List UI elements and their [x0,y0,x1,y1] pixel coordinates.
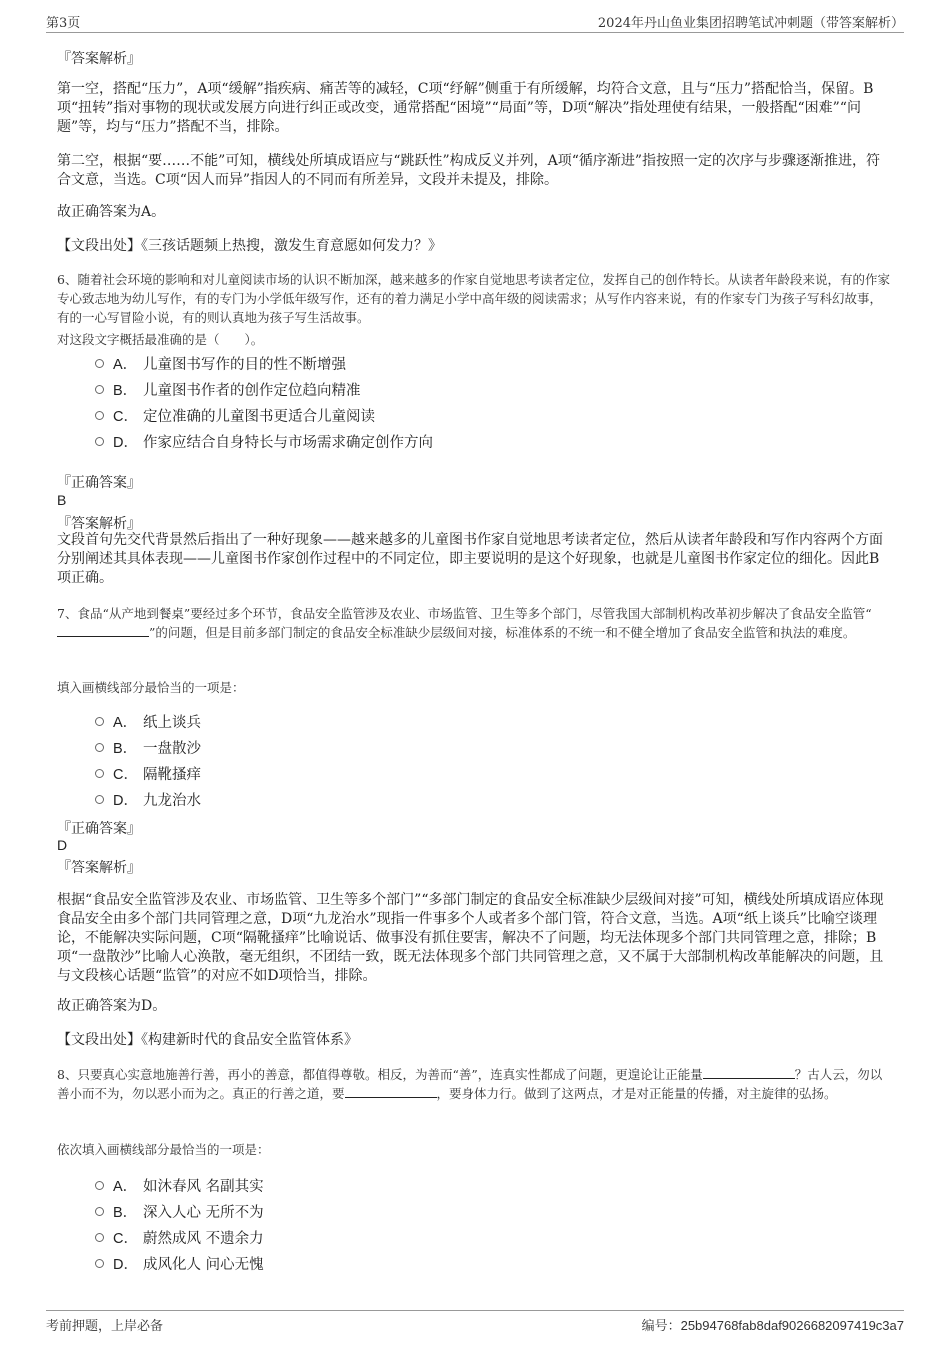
footer-slogan: 考前押题，上岸必备 [46,1319,164,1334]
q8-stem: 8、只要真心实意地施善行善，再小的善意，都值得尊敬。相反，为善而“善”，连真实性都成了问题，更遑论让正能量 ？古人云，勿以善小而不为，勿以恶小而为之。真正的行善之道，要 ，要身体力行。做到了这两点，才是对正能量的传播，对主旋律的弘扬。 [57,1067,883,1101]
source-label: 【文段出处】 [57,1032,141,1048]
q7-stem: 7、食品“从产地到餐桌”要经过多个环节，食品安全监管涉及农业、市场监管、卫生等多个部门，尽管我国大部制机构改革初步解决了食品安全监管“”的问题，但是目前多部门制定的食品安全标准缺少层级间对接，标准体系的不统一和不健全增加了食品安全监管和执法的难度。 [57,606,872,640]
q6-prompt: 对这段文字概括最准确的是（ ）。 [57,332,264,347]
q7-conclusion: 故正确答案为D。 [57,998,167,1014]
q7-source [57,1031,893,1050]
fill-blank [703,1066,795,1079]
source-title: 《三孩话题频上热搜，激发生育意愿如何发力？》 [141,238,442,254]
q6-option-d[interactable]: D． 作家应结合自身特长与市场需求确定创作方向 [95,429,433,453]
q7-analysis: 根据“食品安全监管涉及农业、市场监管、卫生等多个部门”“多部门制定的食品安全标准缺少层级间对接”可知，横线处所填成语应体现食品安全由多个部门共同管理之意，D项“九龙治水”现指一件事多个人或者多个部门管，符合文意，当选。A项“纸上谈兵”比喻空谈理论，不能解决实际问题，C项“隔靴搔痒”比喻说话、做事没有抓住要害，解决不了问题，均无法体现多个部门共同管理之意，排除；B项“一盘散沙”比喻人心涣散，毫无组织，不团结一致，既无法体现多个部门共同管理之意，又不属于大部制机构改革能解决的问题，且与文段核心话题“监管”的对应不如D项恰当，排除。 [57,892,884,984]
radio-icon[interactable] [95,769,104,778]
q6-option-b[interactable]: B． 儿童图书作者的创作定位趋向精准 [95,377,361,401]
radio-icon[interactable] [95,359,104,368]
q6-option-a[interactable]: A． 儿童图书写作的目的性不断增强 [95,351,346,375]
radio-icon[interactable] [95,795,104,804]
analysis-label: 『答案解析』 [57,51,141,67]
radio-icon[interactable] [95,1181,104,1190]
radio-icon[interactable] [95,717,104,726]
q7-answer: D [57,837,68,853]
radio-icon[interactable] [95,385,104,394]
q6-analysis: 文段首句先交代背景然后指出了一种好现象——越来越多的儿童图书作家自觉地思考读者定位，然后从读者年龄段和写作内容两个方面分别阐述其具体表现——儿童图书作家创作过程中的不同定位，即主要说明的是这个好现象，也就是儿童图书作家定位的细化。因此B项正确。 [57,532,883,586]
q7-option-c[interactable]: C． 隔靴搔痒 [95,761,201,785]
radio-icon[interactable] [95,1233,104,1242]
q7-option-b[interactable]: B． 一盘散沙 [95,735,201,759]
q8-option-c[interactable]: C． 蔚然成风 不遗余力 [95,1225,264,1249]
document-code: 编号：25b94768fab8daf9026682097419c3a7 [641,1318,904,1334]
q5-analysis-para1: 第一空，搭配“压力”，A项“缓解”指疾病、痛苦等的减轻，C项“纾解”侧重于有所缓解，均符合文意，且与“压力”搭配恰当，保留。B项“扭转”指对事物的现状或发展方向进行纠正或改变，通常搭配“困境”“局面”等，D项“解决”指处理使有结果，一般搭配“困难”“问题”等，均与“压力”搭配不当，排除。 [57,81,874,135]
source-title: 《构建新时代的食品安全监管体系》 [141,1032,358,1048]
q8-option-a[interactable]: A． 如沐春风 名副其实 [95,1173,264,1197]
page-header [46,10,904,33]
q5-source [57,237,893,256]
analysis-label: 『答案解析』 [57,860,141,876]
answer-label: 『正确答案』 [57,475,141,491]
source-label: 【文段出处】 [57,238,141,254]
q6-answer: B [57,492,67,508]
q5-conclusion: 故正确答案为A。 [57,204,166,220]
q7-option-a[interactable]: A． 纸上谈兵 [95,709,201,733]
q5-analysis-para2: 第二空，根据“要……不能”可知，横线处所填成语应与“跳跃性”构成反义并列，A项“循序渐进”指按照一定的次序与步骤逐渐推进，符合文意，当选。C项“因人而异”指因人的不同而有所差异，文段并未提及，排除。 [57,153,881,188]
q7-prompt: 填入画横线部分最恰当的一项是： [57,680,245,695]
answer-label: 『正确答案』 [57,821,141,837]
page-number: 第3页 [46,16,81,31]
q8-prompt: 依次填入画横线部分最恰当的一项是： [57,1142,270,1157]
page-footer [46,1310,904,1335]
radio-icon[interactable] [95,743,104,752]
radio-icon[interactable] [95,1259,104,1268]
fill-blank [57,624,149,637]
document-title: 2024年丹山鱼业集团招聘笔试冲刺题（带答案解析） [597,16,904,31]
q8-option-b[interactable]: B． 深入人心 无所不为 [95,1199,264,1223]
analysis-label: 『答案解析』 [57,516,141,532]
q7-option-d[interactable]: D． 九龙治水 [95,787,201,811]
q6-option-c[interactable]: C． 定位准确的儿童图书更适合儿童阅读 [95,403,375,427]
fill-blank [345,1085,437,1098]
q8-option-d[interactable]: D． 成风化人 问心无愧 [95,1251,264,1275]
q6-stem: 6、随着社会环境的影响和对儿童阅读市场的认识不断加深，越来越多的作家自觉地思考读者定位，发挥自己的创作特长。从读者年龄段来说，有的作家专心致志地为幼儿写作，有的专门为小学低年级写作，还有的着力满足小学中高年级的阅读需求；从写作内容来说，有的作家专门为孩子写科幻故事，有的一心写冒险小说，有的则认真地为孩子写生活故事。 [57,272,890,325]
radio-icon[interactable] [95,411,104,420]
radio-icon[interactable] [95,1207,104,1216]
radio-icon[interactable] [95,437,104,446]
